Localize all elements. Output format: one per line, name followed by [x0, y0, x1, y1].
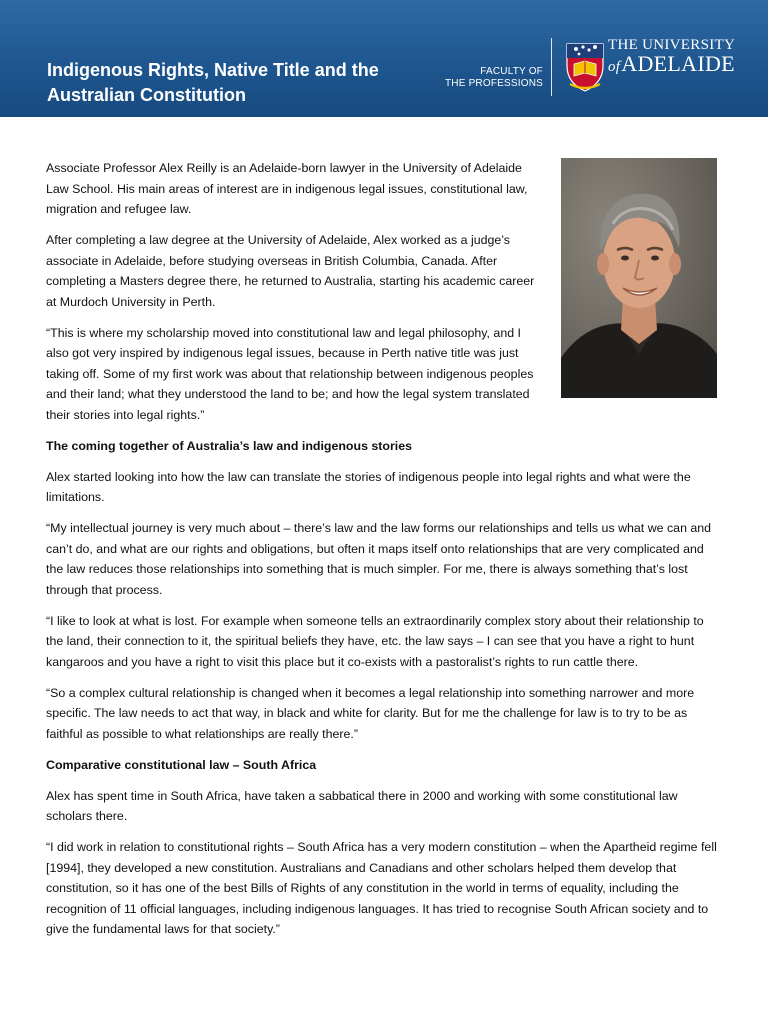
header-banner	[0, 0, 768, 117]
faculty-label-line1: FACULTY OF	[480, 66, 543, 77]
page-title-line1: Indigenous Rights, Native Title and the	[47, 60, 379, 80]
university-name-adelaide: ADELAIDE	[621, 51, 735, 76]
paragraph: “So a complex cultural relationship is changed when it becomes a legal relationship into something narrower and more specific. The law needs to act that way, in black and white for clarity. But for me the challenge for law is to try to be as faithful as possible to what relationships are really there.”	[46, 685, 695, 741]
page-title-line2: Australian Constitution	[47, 85, 246, 105]
university-name-line2	[608, 51, 735, 77]
header-divider	[551, 38, 552, 96]
paragraph: Alex has spent time in South Africa, have taken a sabbatical there in 2000 and working with some constitutional law scholars there.	[46, 788, 678, 823]
university-name-of: of	[608, 59, 621, 75]
paragraph: “I did work in relation to constitutional rights – South Africa has a very modern constitution – when the Apartheid regime fell [1994], they developed a new constitution. Australians and Canadians and other scholars helped them develop that constitution, so it has one of the best Bills of Rights of any constitution in the world in terms of equality, including the recognition of 11 official languages, including indigenous languages. It has tried to recognise South African society and to give the fundamental laws for that society.”	[46, 840, 717, 936]
paragraph: “This is where my scholarship moved into constitutional law and legal philosophy, and I also got very inspired by indigenous legal issues, because in Perth native title was just taking off. Some of my first work was about that relationship between indigenous peoples and their land; what they understood the land to be; and how the legal system translated their stories into legal rights.”	[46, 325, 534, 422]
article-body	[46, 158, 722, 950]
university-crest-icon	[564, 38, 606, 92]
faculty-label-line2: THE PROFESSIONS	[444, 78, 543, 89]
section-heading: The coming together of Australia’s law and indigenous stories	[46, 438, 413, 453]
section-heading: Comparative constitutional law – South Africa	[46, 757, 317, 772]
paragraph: Associate Professor Alex Reilly is an Adelaide-born lawyer in the University of Adelaide Law School. His main areas of interest are in indigenous legal issues, constitutional law, migration and refugee law.	[46, 161, 528, 216]
page-title	[47, 58, 427, 108]
paragraph: “My intellectual journey is very much about – there’s law and the law forms our relationships and tells us what we can and can’t do, and what are our rights and obligations, but often it maps itself onto relationships that are very complicated and the law reduces those relationships into something that is much simpler. For me, there is always something that’s lost through that process.	[46, 521, 712, 597]
paragraph: Alex started looking into how the law can translate the stories of indigenous people into legal rights and what were the limitations.	[46, 469, 691, 504]
paragraph: After completing a law degree at the University of Adelaide, Alex worked as a judge’s associate in Adelaide, before studying overseas in British Columbia, Canada. After completing a Masters degree there, he returned to Australia, starting his academic career at Murdoch University in Perth.	[46, 233, 535, 309]
paragraph: “I like to look at what is lost. For example when someone tells an extraordinarily complex story about their relationship to the land, their connection to it, the spiritual beliefs they have, etc. the law says – I can see that you have a right to hunt kangaroos and you have a right to visit this place but it co-exists with a pastoralist’s rights to run cattle there.	[46, 613, 704, 669]
university-name-line1: THE UNIVERSITY	[608, 37, 736, 53]
faculty-label	[440, 66, 543, 90]
